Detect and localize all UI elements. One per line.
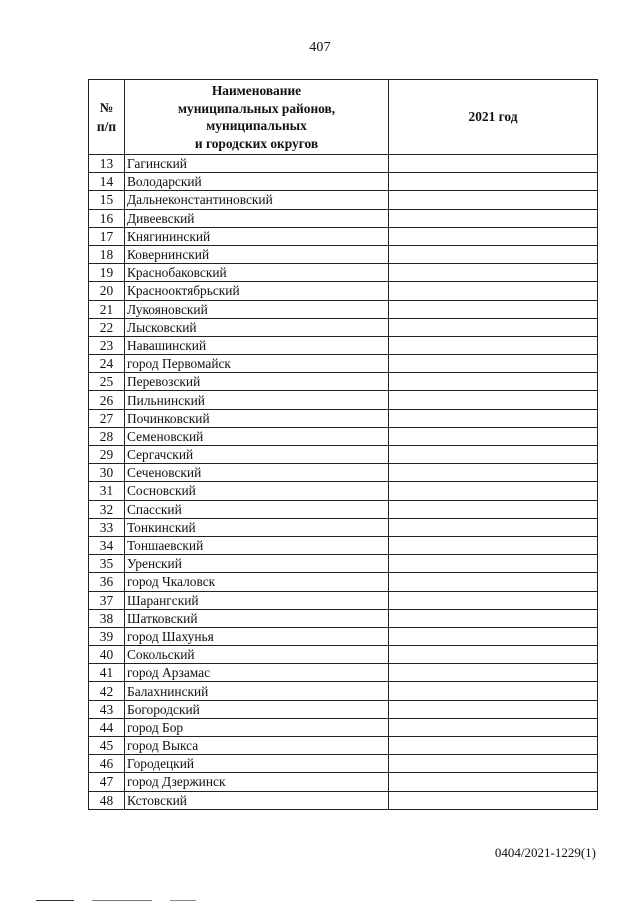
municipality-name: Краснобаковский (125, 264, 389, 282)
table-row (89, 464, 598, 482)
table-row (89, 173, 598, 191)
table-row (89, 682, 598, 700)
table-row (89, 664, 598, 682)
year-2021-value (389, 409, 598, 427)
table-header-row (89, 80, 598, 155)
header-name (125, 80, 389, 155)
year-2021-value (389, 627, 598, 645)
municipality-name: Краснооктябрьский (125, 282, 389, 300)
municipality-name: Сосновский (125, 482, 389, 500)
year-2021-value (389, 209, 598, 227)
header-number-symbol: № (99, 100, 114, 115)
municipality-name: Гагинский (125, 155, 389, 173)
municipality-name: Шатковский (125, 609, 389, 627)
row-number: 14 (89, 173, 125, 191)
municipality-name: Городецкий (125, 755, 389, 773)
year-2021-value (389, 664, 598, 682)
year-2021-value (389, 718, 598, 736)
municipality-name: Ковернинский (125, 245, 389, 263)
row-number: 18 (89, 245, 125, 263)
municipality-name: Тоншаевский (125, 536, 389, 554)
municipality-name: Починковский (125, 409, 389, 427)
row-number: 22 (89, 318, 125, 336)
year-2021-value (389, 773, 598, 791)
row-number: 17 (89, 227, 125, 245)
scan-artifact (170, 900, 196, 901)
table-body (89, 155, 598, 810)
row-number: 34 (89, 536, 125, 554)
year-2021-value (389, 500, 598, 518)
row-number: 36 (89, 573, 125, 591)
municipality-name: Спасский (125, 500, 389, 518)
year-2021-value (389, 609, 598, 627)
table-row (89, 591, 598, 609)
table-row (89, 791, 598, 809)
row-number: 26 (89, 391, 125, 409)
table-row (89, 373, 598, 391)
year-2021-value (389, 446, 598, 464)
row-number: 15 (89, 191, 125, 209)
municipality-name: Сергачский (125, 446, 389, 464)
year-2021-value (389, 355, 598, 373)
page-number: 407 (309, 40, 331, 55)
table-row (89, 482, 598, 500)
table-row (89, 773, 598, 791)
header-name-line-4: и городских округов (194, 135, 319, 151)
row-number: 23 (89, 336, 125, 354)
municipalities-table (88, 79, 598, 810)
row-number: 44 (89, 718, 125, 736)
municipality-name: город Первомайск (125, 355, 389, 373)
municipality-name: Сокольский (125, 646, 389, 664)
year-2021-value (389, 336, 598, 354)
row-number: 24 (89, 355, 125, 373)
year-2021-value (389, 282, 598, 300)
municipality-name: Кстовский (125, 791, 389, 809)
municipality-name: город Чкаловск (125, 573, 389, 591)
municipality-name: город Бор (125, 718, 389, 736)
table-row (89, 300, 598, 318)
row-number: 28 (89, 427, 125, 445)
header-number (89, 80, 125, 155)
municipality-name: город Выкса (125, 737, 389, 755)
year-2021-value (389, 791, 598, 809)
table-row (89, 391, 598, 409)
table-row (89, 427, 598, 445)
year-2021-value (389, 737, 598, 755)
table-row (89, 227, 598, 245)
table-row (89, 755, 598, 773)
table-row (89, 555, 598, 573)
table-row (89, 609, 598, 627)
table-row (89, 718, 598, 736)
row-number: 20 (89, 282, 125, 300)
table-row (89, 209, 598, 227)
year-2021-value (389, 155, 598, 173)
year-2021-value (389, 573, 598, 591)
row-number: 30 (89, 464, 125, 482)
municipality-name: Лысковский (125, 318, 389, 336)
year-2021-value (389, 682, 598, 700)
year-2021-value (389, 482, 598, 500)
row-number: 21 (89, 300, 125, 318)
table-row (89, 409, 598, 427)
table-row (89, 536, 598, 554)
row-number: 42 (89, 682, 125, 700)
row-number: 48 (89, 791, 125, 809)
municipality-name: Володарский (125, 173, 389, 191)
year-2021-value (389, 227, 598, 245)
table-row (89, 518, 598, 536)
row-number: 19 (89, 264, 125, 282)
year-2021-value (389, 591, 598, 609)
table-row (89, 627, 598, 645)
row-number: 39 (89, 627, 125, 645)
header-name-line-1: Наименование (211, 83, 302, 98)
municipality-name: Дальнеконстантиновский (125, 191, 389, 209)
year-2021-value (389, 191, 598, 209)
table-row (89, 155, 598, 173)
table-row (89, 318, 598, 336)
year-2021-value (389, 700, 598, 718)
header-name-line-3: муниципальных (206, 118, 307, 133)
municipality-name: Шарангский (125, 591, 389, 609)
year-2021-value (389, 391, 598, 409)
year-2021-value (389, 755, 598, 773)
header-year: 2021 год (389, 80, 598, 155)
year-2021-value (389, 518, 598, 536)
row-number: 46 (89, 755, 125, 773)
year-2021-value (389, 464, 598, 482)
scan-artifact (92, 900, 152, 901)
municipality-name: Перевозский (125, 373, 389, 391)
row-number: 43 (89, 700, 125, 718)
municipality-name: Пильнинский (125, 391, 389, 409)
row-number: 47 (89, 773, 125, 791)
scan-artifact (36, 900, 74, 901)
row-number: 27 (89, 409, 125, 427)
header-name-line-2: муниципальных районов, (177, 100, 336, 116)
row-number: 25 (89, 373, 125, 391)
year-2021-value (389, 373, 598, 391)
municipality-name: город Арзамас (125, 664, 389, 682)
municipality-name: Дивеевский (125, 209, 389, 227)
year-2021-value (389, 245, 598, 263)
table-row (89, 282, 598, 300)
municipality-name: Балахнинский (125, 682, 389, 700)
table-row (89, 500, 598, 518)
table-row (89, 737, 598, 755)
table-row (89, 646, 598, 664)
header-number-abbr: п/п (96, 119, 117, 134)
table-row (89, 336, 598, 354)
table-row (89, 446, 598, 464)
municipality-name: Семеновский (125, 427, 389, 445)
year-2021-value (389, 300, 598, 318)
table-row (89, 191, 598, 209)
row-number: 31 (89, 482, 125, 500)
document-code: 0404/2021-1229(1) (494, 845, 596, 860)
year-2021-value (389, 536, 598, 554)
municipality-name: город Шахунья (125, 627, 389, 645)
year-2021-value (389, 264, 598, 282)
year-2021-value (389, 318, 598, 336)
municipality-name: Богородский (125, 700, 389, 718)
row-number: 37 (89, 591, 125, 609)
table-row (89, 245, 598, 263)
year-2021-value (389, 646, 598, 664)
table-row (89, 264, 598, 282)
municipality-name: Навашинский (125, 336, 389, 354)
year-2021-value (389, 555, 598, 573)
municipality-name: Тонкинский (125, 518, 389, 536)
row-number: 35 (89, 555, 125, 573)
row-number: 32 (89, 500, 125, 518)
table-row (89, 355, 598, 373)
municipality-name: Уренский (125, 555, 389, 573)
row-number: 40 (89, 646, 125, 664)
table-row (89, 573, 598, 591)
row-number: 16 (89, 209, 125, 227)
row-number: 33 (89, 518, 125, 536)
municipality-name: Княгининский (125, 227, 389, 245)
municipality-name: Лукояновский (125, 300, 389, 318)
year-2021-value (389, 173, 598, 191)
table-row (89, 700, 598, 718)
row-number: 13 (89, 155, 125, 173)
row-number: 45 (89, 737, 125, 755)
municipality-name: Сеченовский (125, 464, 389, 482)
year-2021-value (389, 427, 598, 445)
row-number: 41 (89, 664, 125, 682)
row-number: 38 (89, 609, 125, 627)
municipality-name: город Дзержинск (125, 773, 389, 791)
row-number: 29 (89, 446, 125, 464)
